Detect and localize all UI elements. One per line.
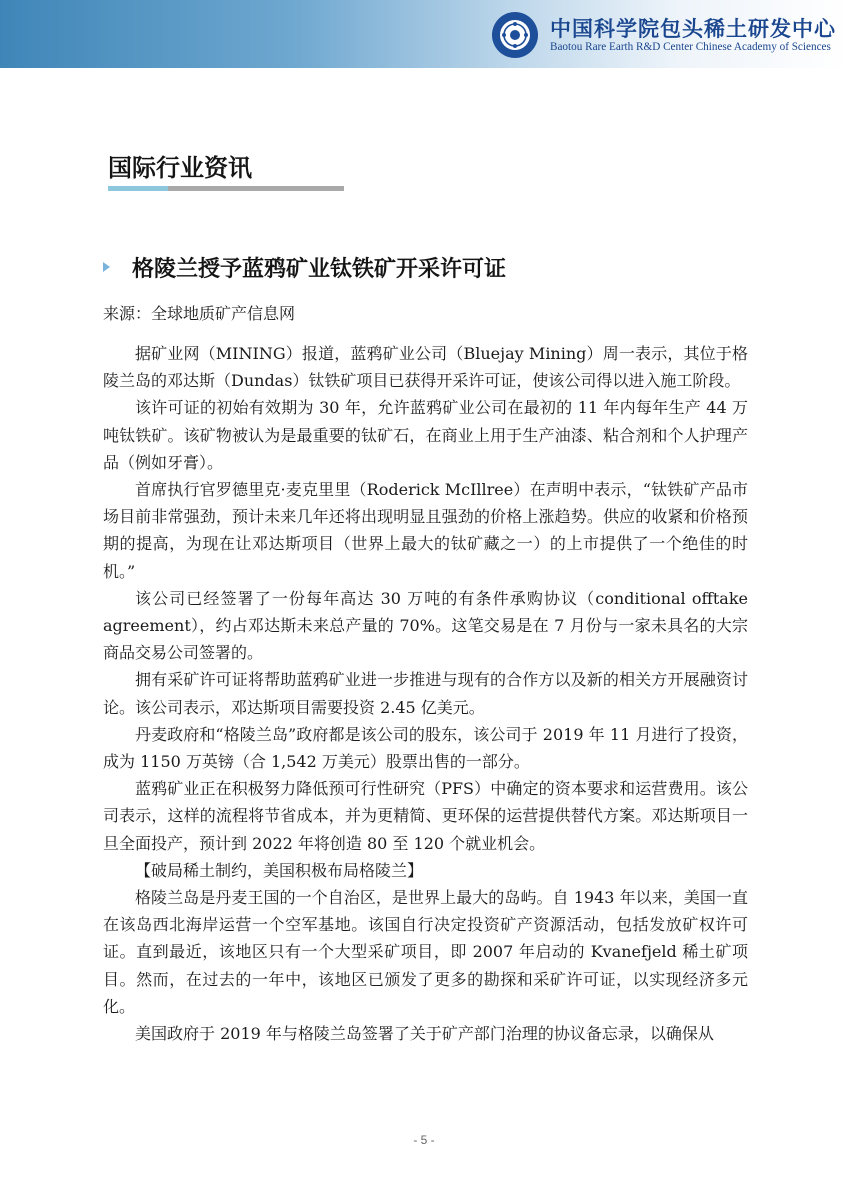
logo-english-name: Baotou Rare Earth R&D Center Chinese Academy of Sciences [550,41,831,53]
cas-emblem-icon [492,12,538,58]
section-underline-accent [108,186,168,191]
article-source: 来源：全球地质矿产信息网 [103,304,296,323]
triangle-bullet-icon [103,262,110,272]
section-underline-gray [168,186,344,191]
paragraph: 该公司已经签署了一份每年高达 30 万吨的有条件承购协议（conditional offtake agreement），约占邓达斯未来总产量的 70%。这笔交易是在 7 月份与一家未具名的大宗商品交易公司签署的。 [103,588,748,663]
institution-logo [488,9,844,61]
article-body [103,340,748,1047]
paragraph: 据矿业网（MINING）报道，蓝鸦矿业公司（Bluejay Mining）周一表示，其位于格陵兰岛的邓达斯（Dundas）钛铁矿项目已获得开采许可证，使该公司得以进入施工阶段。 [103,344,748,391]
article-title: 格陵兰授予蓝鸦矿业钛铁矿开采许可证 [132,257,507,282]
paragraph: 丹麦政府和“格陵兰岛”政府都是该公司的股东，该公司于 2019 年 11 月进行了投资，成为 1150 万英镑（合 1,542 万美元）股票出售的一部分。 [103,724,748,772]
logo-chinese-name: 中国科学院包头稀土研发中心 [550,17,836,41]
paragraph: 格陵兰岛是丹麦王国的一个自治区，是世界上最大的岛屿。自 1943 年以来，美国一直在该岛西北海岸运营一个空军基地。该国自行决定投资矿产资源活动，包括发放矿权许可证。直到最近，该地区只有一个大型采矿项目，即 2007 年启动的 Kvanefjeld 稀土矿项目。然而，在过去的一年中，该地区已颁发了更多的勘探和采矿许可证，以实现经济多元化。 [103,888,748,1016]
paragraph: 首席执行官罗德里克·麦克里里（Roderick McIllree）在声明中表示，“钛铁矿产品市场目前非常强劲，预计未来几年还将出现明显且强劲的价格上涨趋势。供应的收紧和价格预期的提高，为现在让邓达斯项目（世界上最大的钛矿藏之一）的上市提供了一个绝佳的时机。” [103,480,748,581]
paragraph: 该许可证的初始有效期为 30 年，允许蓝鸦矿业公司在最初的 11 年内每年生产 44 万吨钛铁矿。该矿物被认为是最重要的钛矿石，在商业上用于生产油漆、粘合剂和个人护理产品（例如牙膏）。 [103,398,748,472]
section-title: 国际行业资讯 [108,154,252,182]
subheading: 【破局稀土制约，美国积极布局格陵兰】 [135,860,424,880]
paragraph: 美国政府于 2019 年与格陵兰岛签署了关于矿产部门治理的协议备忘录，以确保从 [135,1024,714,1044]
paragraph: 拥有采矿许可证将帮助蓝鸦矿业进一步推进与现有的合作方以及新的相关方开展融资讨论。该公司表示，邓达斯项目需要投资 2.45 亿美元。 [103,670,748,717]
paragraph: 蓝鸦矿业正在积极努力降低预可行性研究（PFS）中确定的资本要求和运营费用。该公司表示，这样的流程将节省成本，并为更精简、更环保的运营提供替代方案。邓达斯项目一旦全面投产，预计到 2022 年将创造 80 至 120 个就业机会。 [103,779,748,853]
page-number: - 5 - [413,1133,435,1147]
